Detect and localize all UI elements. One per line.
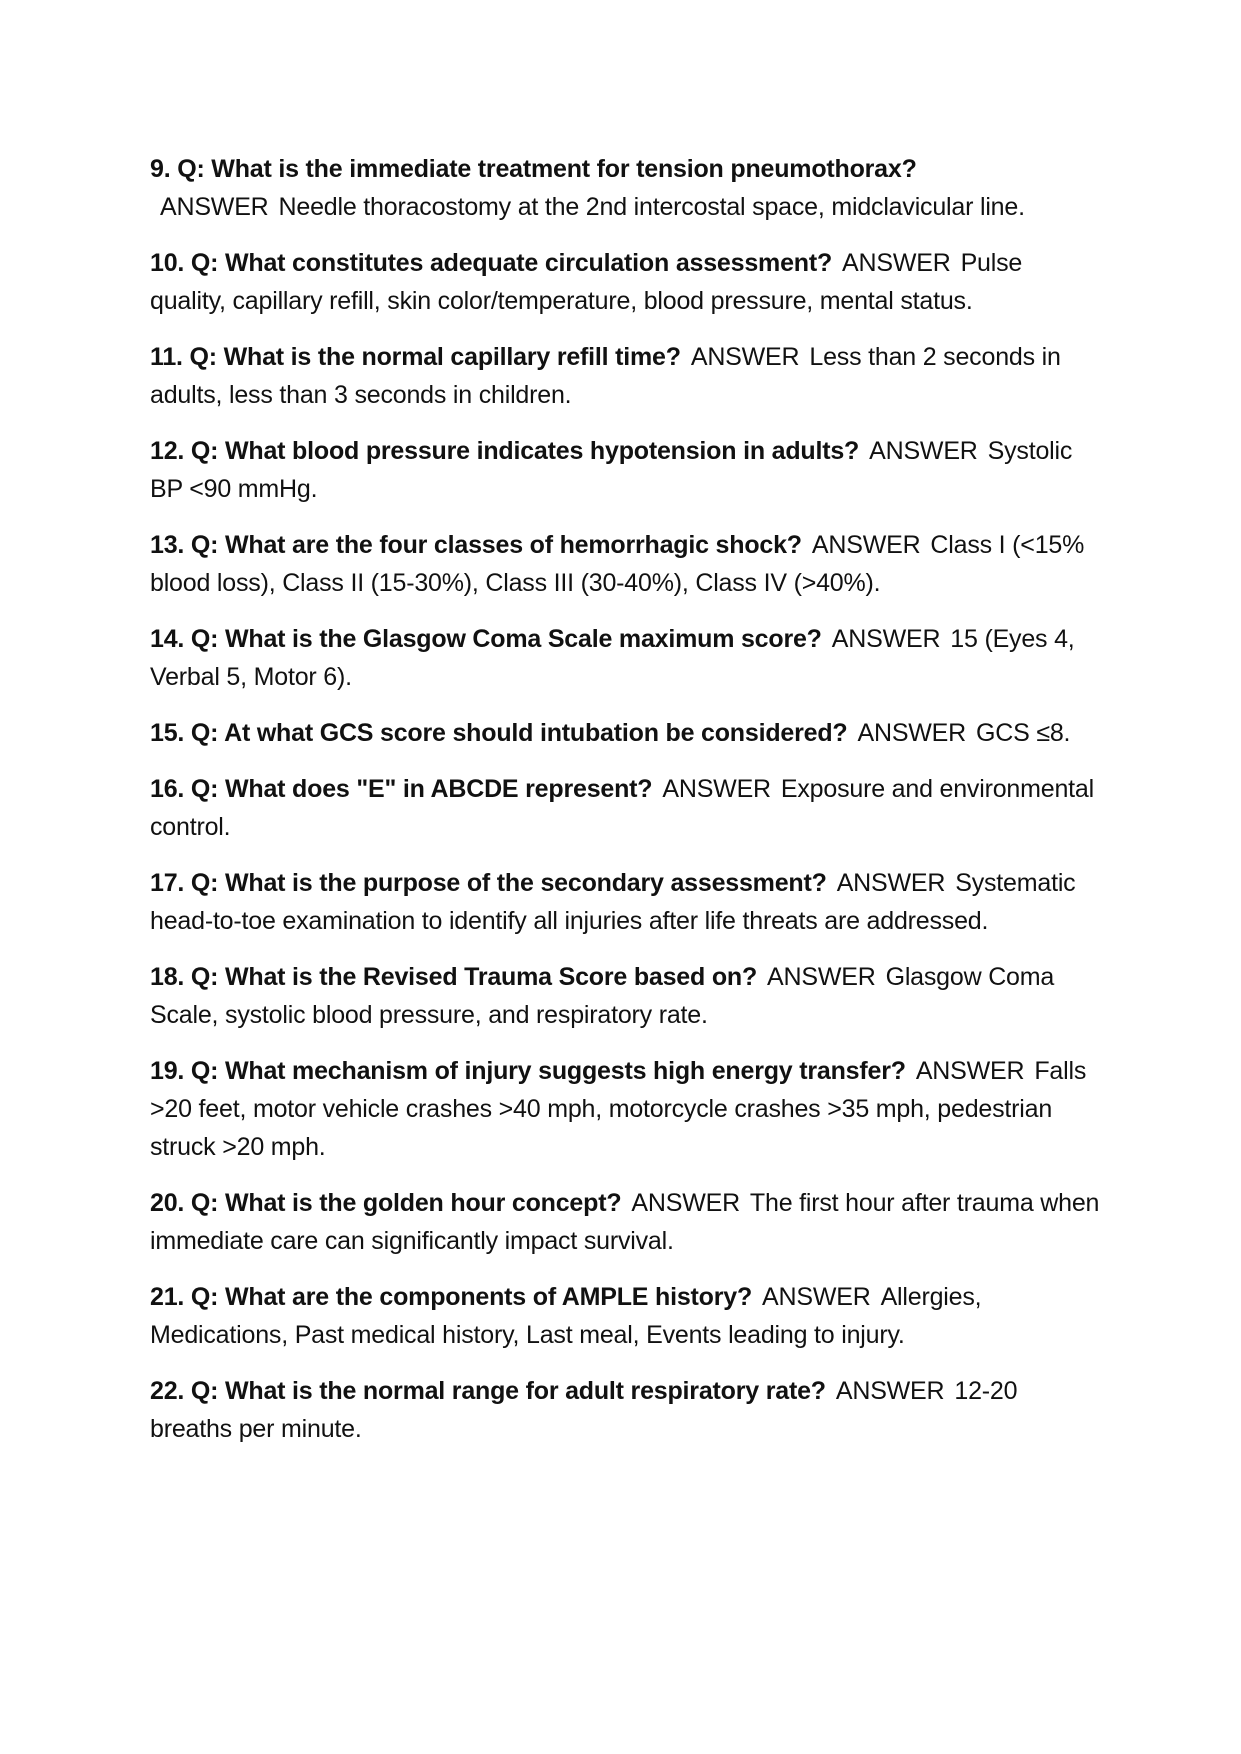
answer-label: ANSWER [831, 625, 941, 653]
question-text: 14. Q: What is the Glasgow Coma Scale maximum score? [150, 625, 822, 653]
answer-text: 12-20 breaths per minute. [150, 1377, 1018, 1443]
answer-text: Exposure and environmental control. [150, 775, 1094, 841]
answer-label: ANSWER [631, 1189, 740, 1217]
question-text: 22. Q: What is the normal range for adult respiratory rate? [150, 1377, 826, 1405]
answer-label: ANSWER [836, 869, 946, 897]
question-text: 13. Q: What are the four classes of hemorrhagic shock? [150, 531, 802, 559]
answer-label: ANSWER [835, 1377, 945, 1405]
answer-text: The first hour after trauma when immediate care can significantly impact survival. [150, 1189, 1100, 1255]
question-text: 15. Q: At what GCS score should intubation be considered? [150, 719, 848, 747]
answer-text: Glasgow Coma Scale, systolic blood pressure, and respiratory rate. [150, 963, 1055, 1029]
document-page [150, 150, 1100, 1466]
qa-item [150, 864, 1100, 940]
answer-label: ANSWER [690, 343, 800, 371]
question-text: 21. Q: What are the components of AMPLE history? [150, 1283, 753, 1311]
qa-item [150, 1052, 1100, 1166]
answer-label: ANSWER [767, 963, 876, 991]
question-text: 16. Q: What does "E" in ABCDE represent? [150, 775, 653, 803]
qa-item [150, 958, 1100, 1034]
answer-text: GCS ≤8. [976, 719, 1071, 747]
qa-item [150, 1372, 1100, 1448]
qa-item [150, 770, 1100, 846]
question-text: 18. Q: What is the Revised Trauma Score based on? [150, 963, 758, 991]
answer-label: ANSWER [811, 531, 921, 559]
answer-label: ANSWER [160, 193, 269, 221]
question-text: 11. Q: What is the normal capillary refill time? [150, 343, 681, 371]
answer-label: ANSWER [869, 437, 978, 465]
question-text: 12. Q: What blood pressure indicates hypotension in adults? [150, 437, 860, 465]
question-text: 20. Q: What is the golden hour concept? [150, 1189, 622, 1217]
answer-label: ANSWER [915, 1057, 1025, 1085]
qa-item [150, 1184, 1100, 1260]
answer-text: Less than 2 seconds in adults, less than 3 seconds in children. [150, 343, 1061, 409]
answer-label: ANSWER [762, 1283, 871, 1311]
answer-text: 15 (Eyes 4, Verbal 5, Motor 6). [150, 625, 1075, 691]
answer-label: ANSWER [842, 249, 951, 277]
qa-item [150, 526, 1100, 602]
qa-item [150, 338, 1100, 414]
answer-text: Class I (<15% blood loss), Class II (15-30%), Class III (30-40%), Class IV (>40%). [150, 531, 1085, 597]
question-text: 9. Q: What is the immediate treatment for tension pneumothorax? [150, 155, 917, 183]
answer-text: Needle thoracostomy at the 2nd intercostal space, midclavicular line. [278, 193, 1025, 221]
qa-item [150, 244, 1100, 320]
answer-text: Pulse quality, capillary refill, skin color/temperature, blood pressure, mental status. [150, 249, 1023, 315]
qa-item [150, 150, 1100, 226]
answer-text: Falls >20 feet, motor vehicle crashes >40 mph, motorcycle crashes >35 mph, pedestrian struck >20 mph. [150, 1057, 1087, 1161]
question-text: 17. Q: What is the purpose of the secondary assessment? [150, 869, 827, 897]
answer-text: Systematic head-to-toe examination to identify all injuries after life threats are addressed. [150, 869, 1076, 935]
question-text: 10. Q: What constitutes adequate circulation assessment? [150, 249, 833, 277]
qa-item [150, 1278, 1100, 1354]
answer-label: ANSWER [857, 719, 967, 747]
answer-text: Allergies, Medications, Past medical history, Last meal, Events leading to injury. [150, 1283, 982, 1349]
answer-label: ANSWER [662, 775, 771, 803]
qa-item [150, 620, 1100, 696]
answer-text: Systolic BP <90 mmHg. [150, 437, 1073, 503]
qa-item [150, 432, 1100, 508]
question-text: 19. Q: What mechanism of injury suggests high energy transfer? [150, 1057, 906, 1085]
qa-item [150, 714, 1100, 752]
